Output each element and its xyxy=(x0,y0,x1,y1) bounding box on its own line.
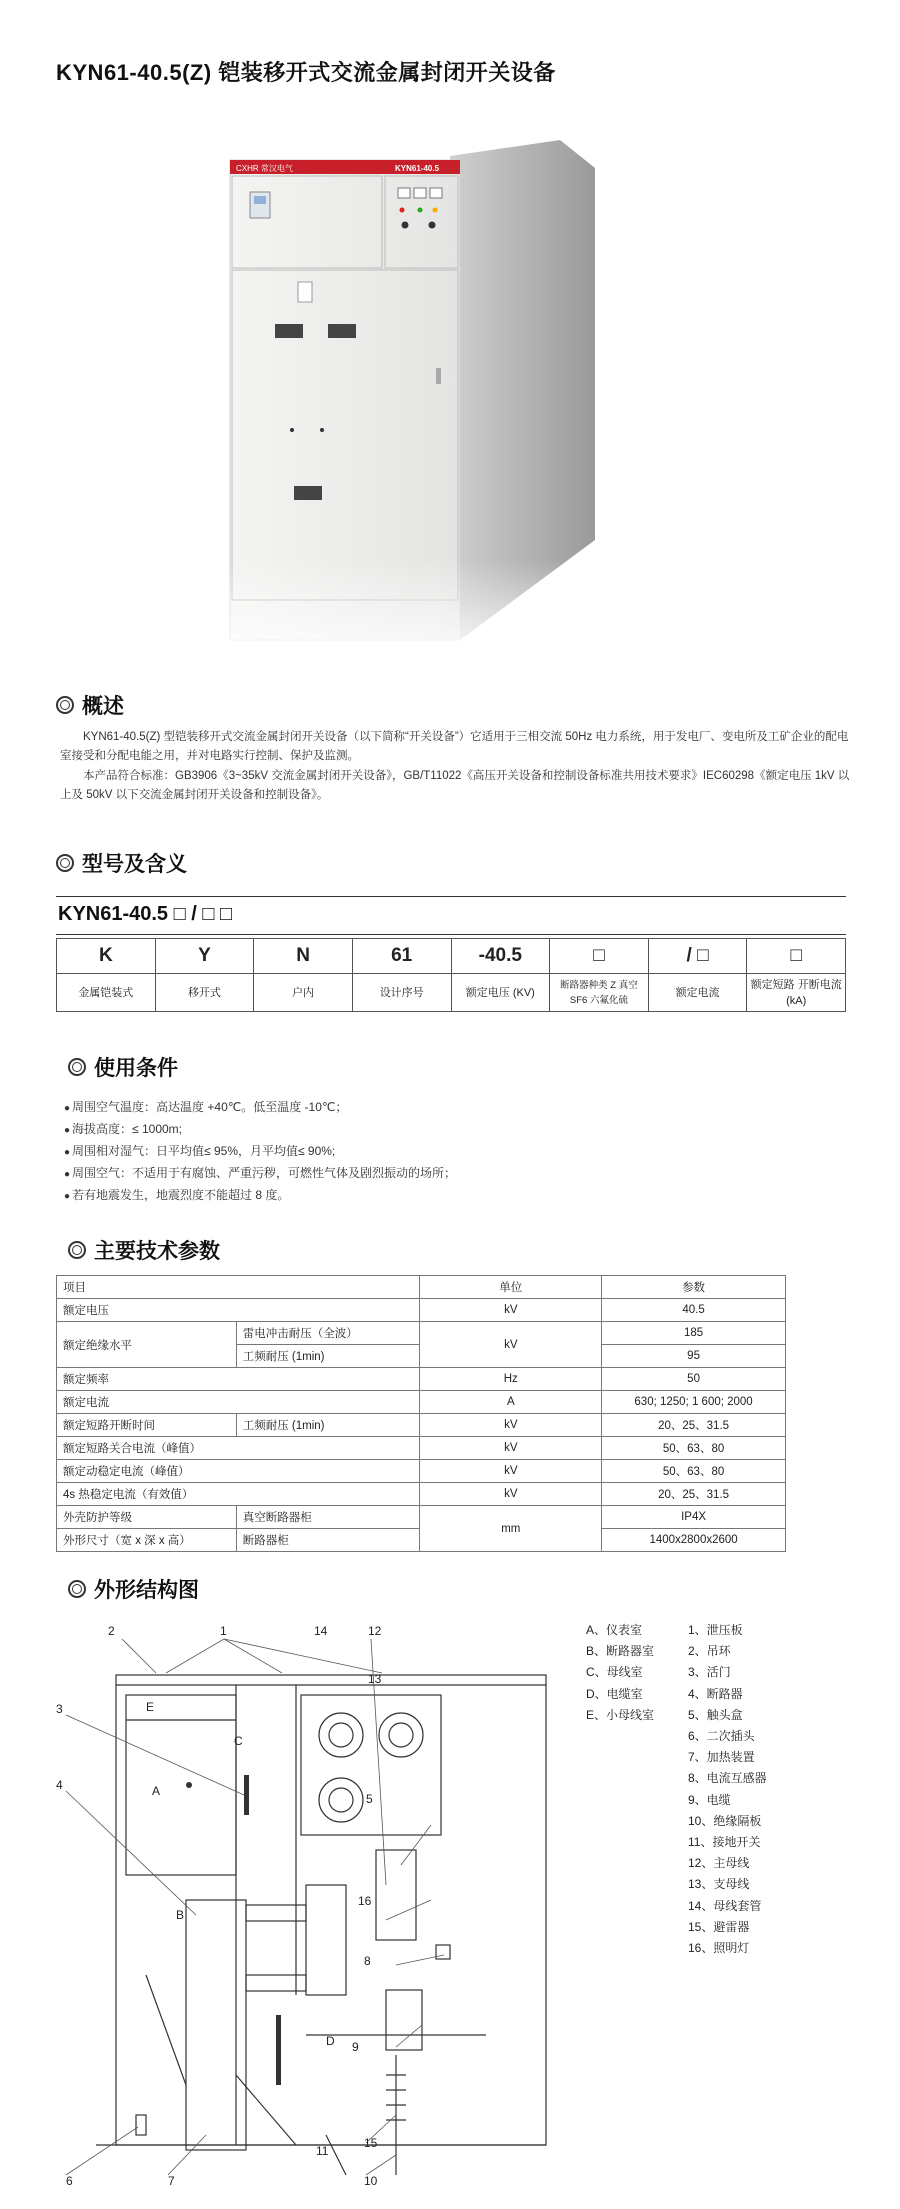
table-cell: kV xyxy=(420,1483,602,1506)
list-item: 4、断路器 xyxy=(688,1686,743,1701)
model-code: KYN61-40.5 □ / □ □ xyxy=(58,903,233,925)
list-item: 3、活门 xyxy=(688,1665,731,1680)
room-letter: E xyxy=(146,1700,155,1714)
list-item: ● 海拔高度：≤ 1000m; xyxy=(64,1119,456,1141)
callout-label: 13 xyxy=(368,1672,382,1686)
list-item: E、小母线室 xyxy=(586,1707,655,1722)
model-meaning: 移开式 xyxy=(155,974,254,1012)
callout-label: 14 xyxy=(314,1624,328,1638)
table-cell: 95 xyxy=(602,1345,786,1368)
table-cell: 50 xyxy=(602,1368,786,1391)
table-cell: 外壳防护等级 xyxy=(57,1506,237,1529)
section-ring-icon xyxy=(68,1241,86,1259)
list-item: 15、避雷器 xyxy=(688,1919,750,1934)
list-item: 11、接地开关 xyxy=(688,1835,761,1850)
table-cell: 额定绝缘水平 xyxy=(57,1322,237,1368)
model-meaning: 设计序号 xyxy=(352,974,451,1012)
table-cell: 工频耐压 (1min) xyxy=(236,1414,420,1437)
cabinet-brand: CXHR 常汉电气 xyxy=(236,164,293,173)
table-cell: 额定动稳定电流（峰值） xyxy=(57,1460,420,1483)
list-item: ● 若有地震发生，地震烈度不能超过 8 度。 xyxy=(64,1185,456,1207)
list-item: 8、电流互感器 xyxy=(688,1771,767,1786)
room-letter: D xyxy=(326,2034,335,2048)
list-item: 16、照明灯 xyxy=(688,1941,750,1956)
room-letter: C xyxy=(234,1734,243,1748)
list-item: 7、加热装置 xyxy=(688,1750,755,1765)
model-meaning: 金属铠装式 xyxy=(57,974,156,1012)
table-cell: 额定频率 xyxy=(57,1368,420,1391)
table-cell: kV xyxy=(420,1414,602,1437)
table-cell: Hz xyxy=(420,1368,602,1391)
parts-legend xyxy=(688,1620,767,1959)
callout-label: 9 xyxy=(352,2040,359,2054)
callout-label: 15 xyxy=(364,2136,378,2150)
page-title: KYN61-40.5(Z) 铠装移开式交流金属封闭开关设备 xyxy=(56,60,556,85)
list-item: 5、触头盒 xyxy=(688,1707,743,1722)
table-cell: 50、63、80 xyxy=(602,1437,786,1460)
table-cell: kV xyxy=(420,1437,602,1460)
tech-heading: 主要技术参数 xyxy=(68,1235,220,1265)
model-meaning: 额定短路 开断电流 (kA) xyxy=(747,974,846,1012)
conditions-heading: 使用条件 xyxy=(68,1052,178,1082)
table-cell: 外形尺寸（宽 x 深 x 高） xyxy=(57,1529,237,1552)
model-letter: □ xyxy=(550,939,649,974)
list-item: 2、吊环 xyxy=(688,1644,731,1659)
table-cell: 20、25、31.5 xyxy=(602,1414,786,1437)
table-cell: mm xyxy=(420,1506,602,1552)
table-cell: kV xyxy=(420,1299,602,1322)
callout-label: 10 xyxy=(364,2174,378,2188)
list-item: ● 周围相对湿气：日平均值≤ 95%，月平均值≤ 90%; xyxy=(64,1141,456,1163)
table-cell: kV xyxy=(420,1322,602,1368)
model-letter: □ xyxy=(747,939,846,974)
table-cell: 额定电流 xyxy=(57,1391,420,1414)
table-cell: 额定短路关合电流（峰值） xyxy=(57,1437,420,1460)
list-item: 12、主母线 xyxy=(688,1856,750,1871)
model-mid-rule xyxy=(56,934,846,935)
model-letter: 61 xyxy=(352,939,451,974)
table-cell: 雷电冲击耐压（全波） xyxy=(236,1322,420,1345)
model-letter: / □ xyxy=(648,939,747,974)
callout-label: 16 xyxy=(358,1894,372,1908)
model-heading: 型号及含义 xyxy=(56,848,187,878)
model-top-rule xyxy=(56,896,846,897)
list-item: A、仪表室 xyxy=(586,1623,643,1637)
list-item: B、断路器室 xyxy=(586,1644,655,1659)
list-item: 10、绝缘隔板 xyxy=(688,1813,762,1828)
structure-diagram xyxy=(56,1615,576,2195)
model-meaning: 额定电流 xyxy=(648,974,747,1012)
model-letter: -40.5 xyxy=(451,939,550,974)
table-cell: 断路器柜 xyxy=(236,1529,420,1552)
callout-label: 1 xyxy=(220,1624,227,1638)
section-ring-icon xyxy=(68,1580,86,1598)
cabinet-model-plate: KYN61-40.5 xyxy=(395,164,440,173)
room-letter: A xyxy=(152,1784,161,1798)
model-letter: Y xyxy=(155,939,254,974)
table-cell: 185 xyxy=(602,1322,786,1345)
structure-heading: 外形结构图 xyxy=(68,1574,199,1604)
conditions-list xyxy=(64,1097,456,1207)
table-cell: 630; 1250; 1 600; 2000 xyxy=(602,1391,786,1414)
callout-label: 6 xyxy=(66,2174,73,2188)
table-cell: 4s 热稳定电流（有效值） xyxy=(57,1483,420,1506)
model-letter: K xyxy=(57,939,156,974)
list-item: 9、电缆 xyxy=(688,1792,731,1807)
callout-label: 3 xyxy=(56,1702,63,1716)
list-item: C、母线室 xyxy=(586,1665,643,1680)
table-cell: 额定短路开断时间 xyxy=(57,1414,237,1437)
overview-paragraph-2: 本产品符合标准：GB3906《3~35kV 交流金属封闭开关设备》，GB/T11022《高压开关设备和控制设备标准共用技术要求》IEC60298《额定电压 1kV 以上及 50kV 以下交流金属封闭开关设备和控制设备》。 xyxy=(60,770,850,801)
room-letter: B xyxy=(176,1908,185,1922)
overview-paragraph-1: KYN61-40.5(Z) 型铠装移开式交流金属封闭开关设备（以下简称“开关设备”）它适用于三相交流 50Hz 电力系统，用于发电厂、变电所及工矿企业的配电室接受和分配电能之用，并对电路实行控制、保护及监测。 xyxy=(60,731,849,762)
model-meaning: 断路器种类 Z 真空 SF6 六氟化硫 xyxy=(550,974,649,1012)
tech-table xyxy=(56,1275,786,1552)
section-ring-icon xyxy=(56,854,74,872)
section-ring-icon xyxy=(68,1058,86,1076)
overview-heading: 概述 xyxy=(56,690,124,720)
table-cell: 真空断路器柜 xyxy=(236,1506,420,1529)
model-table xyxy=(56,938,846,1012)
callout-label: 8 xyxy=(364,1954,371,1968)
callout-label: 11 xyxy=(316,2144,329,2158)
callout-label: 5 xyxy=(366,1792,373,1806)
list-item: ● 周围空气温度：高达温度 +40℃。低至温度 -10℃； xyxy=(64,1097,456,1119)
callout-label: 7 xyxy=(168,2174,175,2188)
callout-label: 4 xyxy=(56,1778,63,1792)
table-cell: 50、63、80 xyxy=(602,1460,786,1483)
list-item: D、电缆室 xyxy=(586,1686,643,1701)
table-cell: kV xyxy=(420,1460,602,1483)
room-legend xyxy=(586,1620,654,1726)
model-meaning: 户内 xyxy=(254,974,353,1012)
callout-label: 12 xyxy=(368,1624,382,1638)
table-cell: 1400x2800x2600 xyxy=(602,1529,786,1552)
list-item: 1、泄压板 xyxy=(688,1623,743,1637)
list-item: 13、支母线 xyxy=(688,1877,750,1892)
model-letter: N xyxy=(254,939,353,974)
table-cell: A xyxy=(420,1391,602,1414)
model-meaning: 额定电压 (KV) xyxy=(451,974,550,1012)
list-item: ● 周围空气：不适用于有腐蚀、严重污秽，可燃性气体及剧烈振动的场所； xyxy=(64,1163,456,1185)
switchgear-cabinet-image xyxy=(220,140,640,670)
table-cell: 20、25、31.5 xyxy=(602,1483,786,1506)
list-item: 6、二次插头 xyxy=(688,1729,755,1744)
section-ring-icon xyxy=(56,696,74,714)
table-cell: IP4X xyxy=(602,1506,786,1529)
table-header: 参数 xyxy=(602,1276,786,1299)
table-cell: 工频耐压 (1min) xyxy=(236,1345,420,1368)
table-cell: 额定电压 xyxy=(57,1299,420,1322)
table-header: 单位 xyxy=(420,1276,602,1299)
table-header: 项目 xyxy=(57,1276,420,1299)
callout-label: 2 xyxy=(108,1624,115,1638)
list-item: 14、母线套管 xyxy=(688,1898,762,1913)
table-cell: 40.5 xyxy=(602,1299,786,1322)
